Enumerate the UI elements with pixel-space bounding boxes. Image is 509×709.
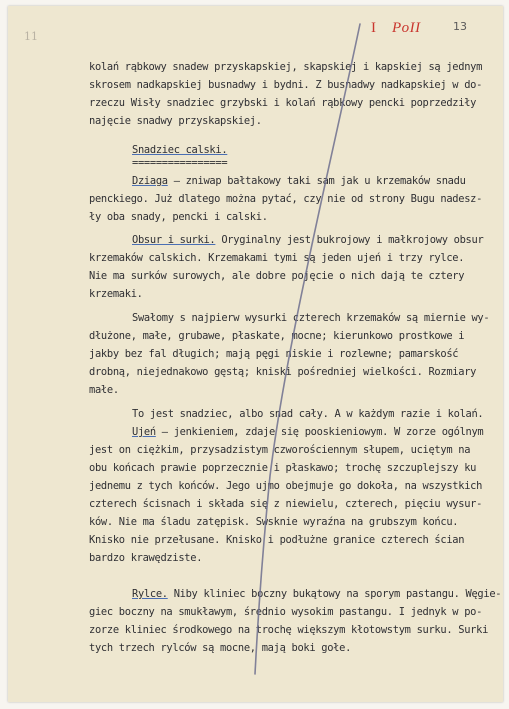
document-page — [8, 6, 503, 702]
text-line: bardzo krawędziste. — [89, 552, 203, 564]
text-line: kolań rąbkowy snadew przyskapskiej, skapskiej i kapskiej są jednym — [89, 61, 483, 73]
text-line: penckiego. Już dlatego można pytać, czy nie od strony Bugu nadesz- — [89, 193, 483, 205]
paragraph-swalomy: Swałomy s najpierw wysurki czterech krzemaków są miernie wy- — [132, 312, 490, 324]
text-line: skrosem nadkapskiej busnadwy i bydni. Z busnadwy nadkapskiej w do- — [89, 79, 483, 91]
text-line: tych trzech rylców są mocne, mają boki gołe. — [89, 642, 352, 654]
archive-reference-roman: I — [371, 20, 377, 36]
text-line: ły oba snady, pencki i calski. — [89, 211, 268, 223]
corner-page-mark: 11 — [24, 30, 38, 43]
text-line: To jest snadziec, albo snad cały. A w każdym razie i kolań. — [132, 408, 484, 420]
text-line: ków. Nie ma śladu zatępisk. Swsknie wyraźna na grubszym końcu. — [89, 516, 459, 528]
text-line: jednemu z tych końców. Jego ujmo obejmuje go dokoła, na wszystkich — [89, 480, 483, 492]
text-line: jest on ciężkim, przysadzistym czworościennym słupem, uciętym na — [89, 444, 471, 456]
text-line: jakby bez fal długich; mają pęgi niskie i rozlewne; pamarskość — [89, 348, 459, 360]
section-heading: Snadziec calski. — [132, 144, 228, 156]
text-line: rzeczu Wisły snadziec grzybski i kolań rąbkowy pencki poprzedziły — [89, 97, 477, 109]
text-line: krzemaków calskich. Krzemakami tymi są jeden ujeń i trzy rylce. — [89, 252, 465, 264]
text-line: małe. — [89, 384, 119, 396]
text-line: zorze kliniec środkowego na trochę większym kłotowstym surku. Surki — [89, 624, 489, 636]
heading-rule: ================ — [132, 157, 228, 169]
paragraph-rylce: Rylce. Niby kliniec boczny bukątowy na sporym pastangu. Węgie- — [132, 588, 502, 600]
text-line: giec boczny na smukławym, średnio wysokim pastangu. I jednyk w po- — [89, 606, 483, 618]
text-line: czterech ścisnach i składa się z niewielu, czterech, pięciu wysur- — [89, 498, 483, 510]
text-line: Knisko nie przełusane. Knisko i podłużne granice czterech ścian — [89, 534, 465, 546]
page-number: 13 — [453, 20, 467, 33]
text-line: krzemaki. — [89, 288, 143, 300]
text-line: najęcie snadwy przyskapskiej. — [89, 115, 262, 127]
text-line: Nie ma surków surowych, ale dobre pojęcie o nich dają te cztery — [89, 270, 465, 282]
paragraph-ujen: Ujeń — jenkieniem, zdaje się pooskieniowym. W zorze ogólnym — [132, 426, 484, 438]
text-line: drobną, niejednakowo gęstą; kniski pośredniej wielkości. Rozmiary — [89, 366, 477, 378]
text-line: obu końcach prawie poprzecznie i płaskawo; trochę szczuplejszy ku — [89, 462, 477, 474]
archive-reference-part: PoII — [392, 20, 421, 36]
text-line: dłużone, małe, grubawe, płaskate, mocne; kierunkowo prostkowe i — [89, 330, 465, 342]
paragraph-obsur: Obsur i surki. Oryginalny jest bukrojowy i małkrojowy obsur — [132, 234, 484, 246]
paragraph-dziaga: Dziaga — zniwap bałtakowy taki sam jak u krzemaków snadu — [132, 175, 466, 187]
